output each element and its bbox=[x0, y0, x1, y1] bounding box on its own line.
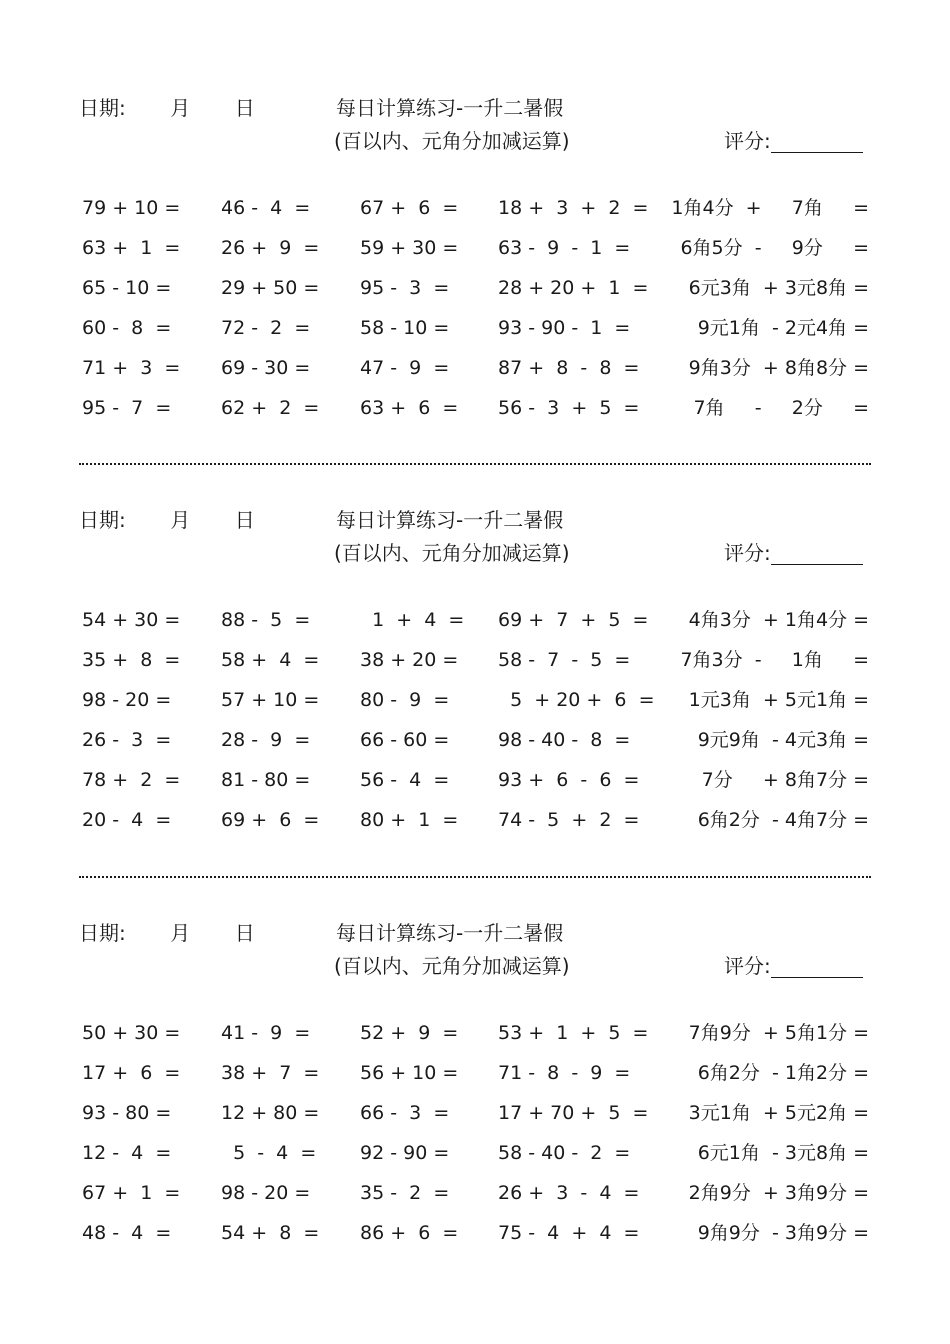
math-problem: 35 + 8 = bbox=[82, 649, 181, 671]
problem-row bbox=[0, 315, 950, 355]
math-problem: 9角9分 - 3角9分 = bbox=[697, 1222, 869, 1244]
math-problem: 38 + 20 = bbox=[360, 649, 459, 671]
score-blank-line bbox=[771, 958, 863, 978]
math-problem: 35 - 2 = bbox=[360, 1182, 450, 1204]
math-problem: 59 + 30 = bbox=[360, 237, 459, 259]
problem-row bbox=[0, 355, 950, 395]
math-problem: 67 + 1 = bbox=[82, 1182, 181, 1204]
math-problem: 12 - 4 = bbox=[82, 1142, 172, 1164]
math-problem: 58 - 7 - 5 = bbox=[498, 649, 631, 671]
math-problem: 54 + 8 = bbox=[221, 1222, 320, 1244]
math-problem: 6元1角 - 3元8角 = bbox=[697, 1142, 869, 1164]
math-problem: 1 + 4 = bbox=[360, 609, 465, 631]
math-problem: 17 + 70 + 5 = bbox=[498, 1102, 649, 1124]
worksheet-subtitle: (百以内、元角分加减运算) bbox=[334, 129, 570, 153]
math-problem: 12 + 80 = bbox=[221, 1102, 320, 1124]
math-problem: 63 + 6 = bbox=[360, 397, 459, 419]
math-problem: 53 + 1 + 5 = bbox=[498, 1022, 649, 1044]
math-problem: 71 - 8 - 9 = bbox=[498, 1062, 631, 1084]
math-problem: 28 - 9 = bbox=[221, 729, 311, 751]
math-problem: 3元1角 + 5元2角 = bbox=[688, 1102, 869, 1124]
problem-row bbox=[0, 1180, 950, 1220]
problem-row bbox=[0, 767, 950, 807]
math-problem: 9元9角 - 4元3角 = bbox=[697, 729, 869, 751]
math-problem: 6角2分 - 4角7分 = bbox=[697, 809, 869, 831]
math-problem: 92 - 90 = bbox=[360, 1142, 450, 1164]
problem-row bbox=[0, 1140, 950, 1180]
problem-grid bbox=[0, 607, 950, 847]
math-problem: 54 + 30 = bbox=[82, 609, 181, 631]
math-problem: 38 + 7 = bbox=[221, 1062, 320, 1084]
math-problem: 66 - 3 = bbox=[360, 1102, 450, 1124]
math-problem: 52 + 9 = bbox=[360, 1022, 459, 1044]
math-problem: 74 - 5 + 2 = bbox=[498, 809, 640, 831]
worksheet-title: 每日计算练习-一升二暑假 bbox=[336, 508, 564, 532]
problem-row bbox=[0, 1220, 950, 1260]
math-problem: 65 - 10 = bbox=[82, 277, 172, 299]
math-problem: 58 - 40 - 2 = bbox=[498, 1142, 631, 1164]
math-problem: 26 + 9 = bbox=[221, 237, 320, 259]
math-problem: 5 - 4 = bbox=[221, 1142, 317, 1164]
math-problem: 79 + 10 = bbox=[82, 197, 181, 219]
math-problem: 56 + 10 = bbox=[360, 1062, 459, 1084]
math-problem: 6角5分 - 9分 = bbox=[680, 237, 869, 259]
math-problem: 6角2分 - 1角2分 = bbox=[697, 1062, 869, 1084]
worksheet-section bbox=[0, 825, 950, 1244]
math-problem: 98 - 20 = bbox=[221, 1182, 311, 1204]
problem-row bbox=[0, 647, 950, 687]
problem-row bbox=[0, 1060, 950, 1100]
math-problem: 98 - 40 - 8 = bbox=[498, 729, 631, 751]
math-problem: 48 - 4 = bbox=[82, 1222, 172, 1244]
math-problem: 1元3角 + 5元1角 = bbox=[688, 689, 869, 711]
math-problem: 58 + 4 = bbox=[221, 649, 320, 671]
math-problem: 60 - 8 = bbox=[82, 317, 172, 339]
math-problem: 75 - 4 + 4 = bbox=[498, 1222, 640, 1244]
problem-row bbox=[0, 1100, 950, 1140]
worksheet-subtitle: (百以内、元角分加减运算) bbox=[334, 541, 570, 565]
math-problem: 41 - 9 = bbox=[221, 1022, 311, 1044]
problem-grid bbox=[0, 195, 950, 435]
math-problem: 4角3分 + 1角4分 = bbox=[688, 609, 869, 631]
math-problem: 88 - 5 = bbox=[221, 609, 311, 631]
math-problem: 80 + 1 = bbox=[360, 809, 459, 831]
math-problem: 17 + 6 = bbox=[82, 1062, 181, 1084]
math-problem: 7分 + 8角7分 = bbox=[701, 769, 869, 791]
date-label: 日期: 月 日 bbox=[79, 921, 255, 945]
problem-row bbox=[0, 235, 950, 275]
math-problem: 47 - 9 = bbox=[360, 357, 450, 379]
problem-grid bbox=[0, 1020, 950, 1260]
dotted-separator bbox=[79, 463, 871, 465]
problem-row bbox=[0, 1020, 950, 1060]
problem-row bbox=[0, 687, 950, 727]
math-problem: 50 + 30 = bbox=[82, 1022, 181, 1044]
problem-row bbox=[0, 195, 950, 235]
score-label: 评分: bbox=[724, 541, 771, 565]
math-problem: 69 + 7 + 5 = bbox=[498, 609, 649, 631]
math-problem: 56 - 3 + 5 = bbox=[498, 397, 640, 419]
math-problem: 63 - 9 - 1 = bbox=[498, 237, 631, 259]
worksheet-section bbox=[0, 0, 950, 419]
problem-row bbox=[0, 275, 950, 315]
worksheet-subtitle: (百以内、元角分加减运算) bbox=[334, 954, 570, 978]
math-problem: 67 + 6 = bbox=[360, 197, 459, 219]
score-blank-line bbox=[771, 133, 863, 153]
math-problem: 95 - 7 = bbox=[82, 397, 172, 419]
math-problem: 46 - 4 = bbox=[221, 197, 311, 219]
math-problem: 20 - 4 = bbox=[82, 809, 172, 831]
math-problem: 1角4分 + 7角 = bbox=[671, 197, 869, 219]
score-label: 评分: bbox=[724, 954, 771, 978]
worksheet-title: 每日计算练习-一升二暑假 bbox=[336, 96, 564, 120]
score-blank-line bbox=[771, 545, 863, 565]
math-problem: 72 - 2 = bbox=[221, 317, 311, 339]
math-problem: 93 - 90 - 1 = bbox=[498, 317, 631, 339]
math-problem: 57 + 10 = bbox=[221, 689, 320, 711]
score-field bbox=[724, 954, 863, 978]
date-label: 日期: 月 日 bbox=[79, 96, 255, 120]
math-problem: 93 - 80 = bbox=[82, 1102, 172, 1124]
math-problem: 69 + 6 = bbox=[221, 809, 320, 831]
math-problem: 69 - 30 = bbox=[221, 357, 311, 379]
score-label: 评分: bbox=[724, 129, 771, 153]
math-problem: 7角9分 + 5角1分 = bbox=[688, 1022, 869, 1044]
math-problem: 63 + 1 = bbox=[82, 237, 181, 259]
math-problem: 93 + 6 - 6 = bbox=[498, 769, 640, 791]
math-problem: 2角9分 + 3角9分 = bbox=[688, 1182, 869, 1204]
math-problem: 7角 - 2分 = bbox=[693, 397, 869, 419]
math-problem: 18 + 3 + 2 = bbox=[498, 197, 649, 219]
math-problem: 26 + 3 - 4 = bbox=[498, 1182, 640, 1204]
math-problem: 56 - 4 = bbox=[360, 769, 450, 791]
score-field bbox=[724, 541, 863, 565]
date-label: 日期: 月 日 bbox=[79, 508, 255, 532]
math-problem: 98 - 20 = bbox=[82, 689, 172, 711]
math-problem: 9角3分 + 8角8分 = bbox=[688, 357, 869, 379]
problem-row bbox=[0, 607, 950, 647]
score-field bbox=[724, 129, 863, 153]
math-problem: 66 - 60 = bbox=[360, 729, 450, 751]
dotted-separator bbox=[79, 876, 871, 878]
math-problem: 78 + 2 = bbox=[82, 769, 181, 791]
math-problem: 81 - 80 = bbox=[221, 769, 311, 791]
math-problem: 6元3角 + 3元8角 = bbox=[688, 277, 869, 299]
math-problem: 7角3分 - 1角 = bbox=[680, 649, 869, 671]
math-problem: 62 + 2 = bbox=[221, 397, 320, 419]
math-problem: 29 + 50 = bbox=[221, 277, 320, 299]
math-problem: 28 + 20 + 1 = bbox=[498, 277, 649, 299]
math-problem: 9元1角 - 2元4角 = bbox=[697, 317, 869, 339]
math-problem: 5 + 20 + 6 = bbox=[498, 689, 655, 711]
math-problem: 86 + 6 = bbox=[360, 1222, 459, 1244]
worksheet-section bbox=[0, 412, 950, 831]
problem-row bbox=[0, 727, 950, 767]
math-problem: 95 - 3 = bbox=[360, 277, 450, 299]
math-problem: 80 - 9 = bbox=[360, 689, 450, 711]
worksheet-title: 每日计算练习-一升二暑假 bbox=[336, 921, 564, 945]
math-problem: 58 - 10 = bbox=[360, 317, 450, 339]
math-problem: 26 - 3 = bbox=[82, 729, 172, 751]
math-problem: 71 + 3 = bbox=[82, 357, 181, 379]
math-problem: 87 + 8 - 8 = bbox=[498, 357, 640, 379]
